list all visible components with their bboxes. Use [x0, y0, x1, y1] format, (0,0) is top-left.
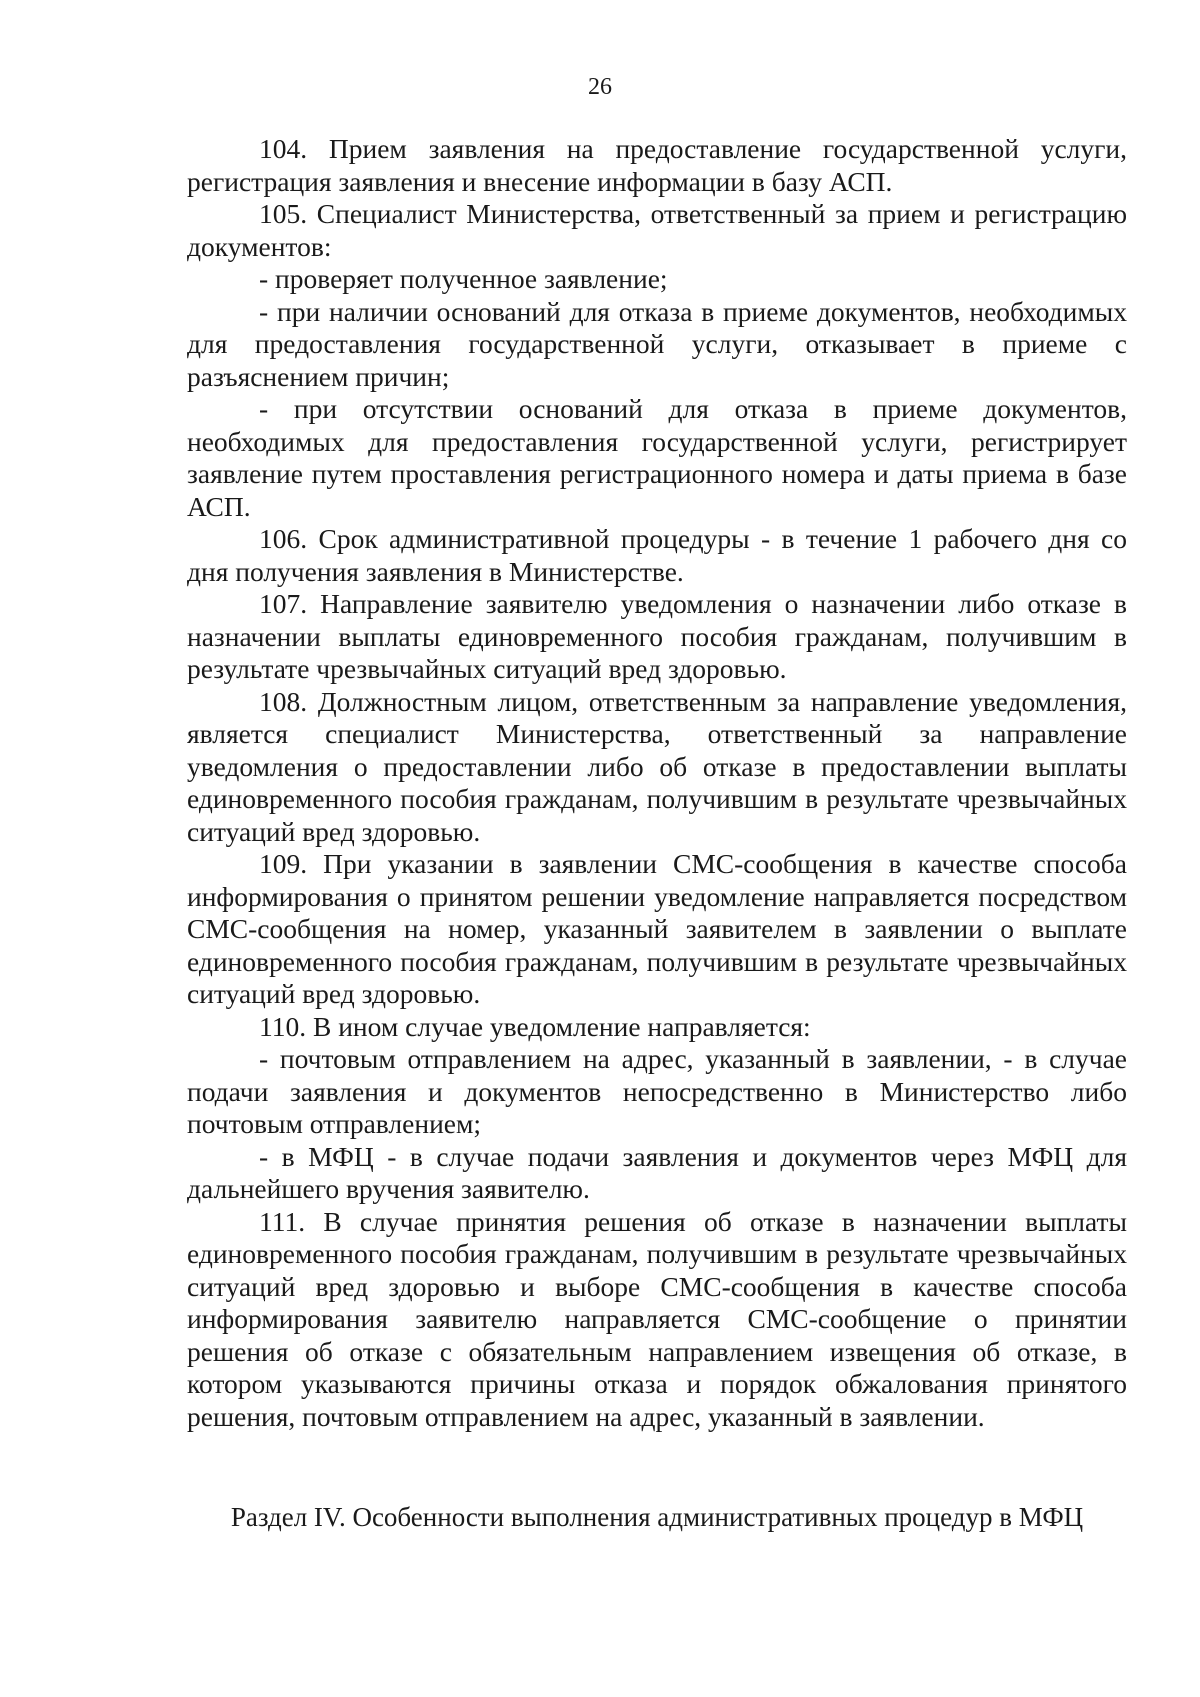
paragraph-105: 105. Специалист Министерства, ответственный за прием и регистрацию документов:	[187, 198, 1127, 262]
page-number: 26	[588, 74, 612, 100]
list-item-refuse-acceptance: - при наличии оснований для отказа в приеме документов, необходимых для предоставления государственной услуги, отказывает в приеме с разъяснением причин;	[187, 295, 1127, 392]
paragraph-109: 109. При указании в заявлении СМС-сообщения в качестве способа информирования о принятом решении уведомление направляется посредством СМС-сообщения на номер, указанный заявителем в заявлении о выплате единовременного пособия гражданам, получившим в результате чрезвычайных ситуаций вред здоровью.	[187, 848, 1127, 1009]
document-body	[187, 133, 1127, 1433]
list-item-register-application: - при отсутствии оснований для отказа в приеме документов, необходимых для предоставления государственной услуги, регистрирует заявление путем проставления регистрационного номера и даты приема в базе АСП.	[187, 393, 1127, 522]
list-item-mfc-delivery: - в МФЦ - в случае подачи заявления и документов через МФЦ для дальнейшего вручения заявителю.	[187, 1140, 1127, 1204]
list-item-postal-delivery: - почтовым отправлением на адрес, указанный в заявлении, - в случае подачи заявления и документов непосредственно в Министерство либо почтовым отправлением;	[187, 1043, 1127, 1139]
list-item-check-application: - проверяет полученное заявление;	[259, 263, 668, 294]
paragraph-111: 111. В случае принятия решения об отказе в назначении выплаты единовременного пособия гражданам, получившим в результате чрезвычайных ситуаций вред здоровью и выборе СМС-сообщения в качестве способа информирования заявителю направляется СМС-сообщение о принятии решения об отказе с обязательным направлением извещения об отказе, в котором указываются причины отказа и порядок обжалования принятого решения, почтовым отправлением на адрес, указанный в заявлении.	[187, 1205, 1127, 1432]
paragraph-110: 110. В ином случае уведомление направляется:	[259, 1010, 811, 1042]
paragraph-106: 106. Срок административной процедуры - в течение 1 рабочего дня со дня получения заявления в Министерстве.	[187, 523, 1127, 587]
section-heading: Раздел IV. Особенности выполнения административных процедур в МФЦ	[230, 1502, 1084, 1532]
paragraph-104: 104. Прием заявления на предоставление государственной услуги, регистрация заявления и внесение информации в базу АСП.	[187, 133, 1127, 197]
paragraph-107: 107. Направление заявителю уведомления о назначении либо отказе в назначении выплаты единовременного пособия гражданам, получившим в результате чрезвычайных ситуаций вред здоровью.	[187, 588, 1127, 684]
paragraph-108: 108. Должностным лицом, ответственным за направление уведомления, является специалист Министерства, ответственный за направление уведомления о предоставлении либо об отказе в предоставлении выплаты единовременного пособия гражданам, получившим в результате чрезвычайных ситуаций вред здоровью.	[187, 685, 1127, 847]
